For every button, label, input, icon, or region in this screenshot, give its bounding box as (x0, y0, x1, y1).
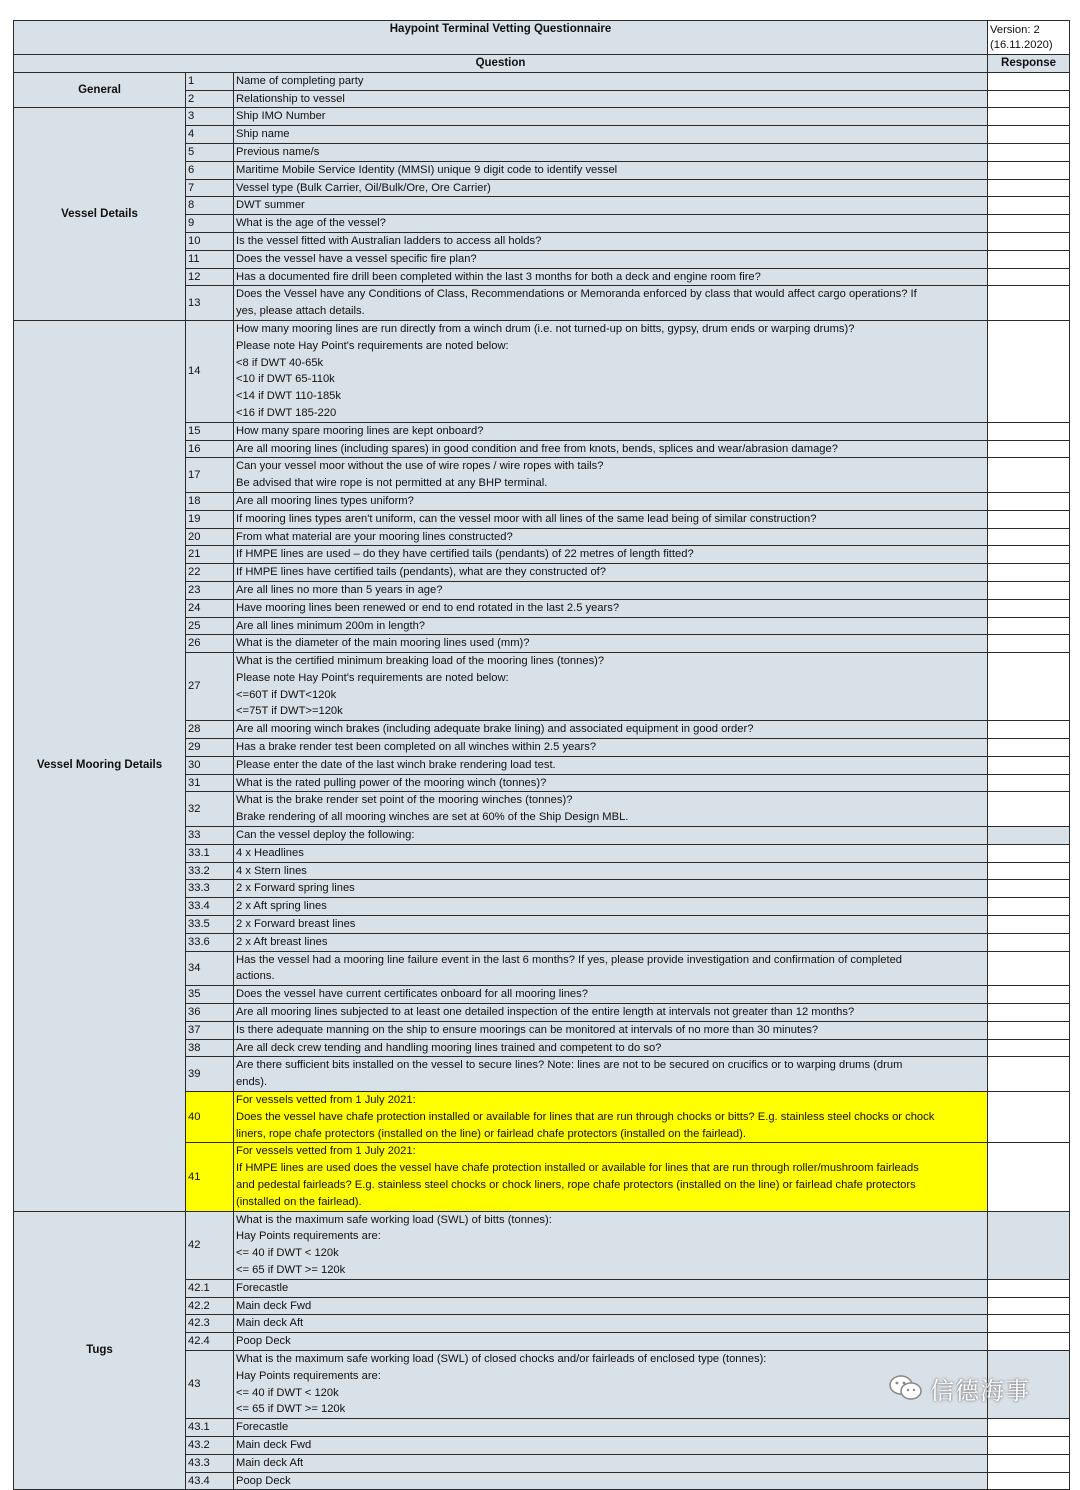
response-cell[interactable] (988, 844, 1070, 862)
question-text (234, 320, 988, 422)
question-number: 34 (186, 951, 234, 986)
question-number: 43.1 (186, 1419, 234, 1437)
question-number: 30 (186, 756, 234, 774)
watermark-text: 信德海事 (930, 1376, 1030, 1405)
response-cell[interactable] (988, 286, 1070, 321)
question-line: 4 x Stern lines (236, 864, 307, 877)
question-text (234, 546, 988, 564)
question-number: 33.2 (186, 862, 234, 880)
question-line: 2 x Aft spring lines (236, 900, 327, 913)
wechat-icon (888, 1373, 924, 1403)
question-line: (installed on the fairlead). (236, 1195, 362, 1208)
question-line: If HMPE lines are used does the vessel have chafe protection installed or available for lines that are run through roller/mushroom fairleads (236, 1162, 919, 1175)
section-label: Vessel Mooring Details (14, 320, 186, 1211)
question-text (234, 1211, 988, 1279)
response-cell[interactable] (988, 528, 1070, 546)
question-number: 36 (186, 1004, 234, 1022)
question-line: Are all mooring lines (including spares) in good condition and free from knots, bends, splices and wear/abrasion damage? (236, 442, 838, 455)
question-text (234, 1297, 988, 1315)
response-cell[interactable] (988, 215, 1070, 233)
question-line: From what material are your mooring lines constructed? (236, 530, 513, 543)
question-text (234, 739, 988, 757)
question-line: Are all lines no more than 5 years in age? (236, 583, 443, 596)
question-text (234, 880, 988, 898)
question-number: 33.5 (186, 916, 234, 934)
response-cell[interactable] (988, 916, 1070, 934)
question-line: <= 65 if DWT >= 120k (236, 1403, 346, 1416)
question-text (234, 90, 988, 108)
question-text (234, 898, 988, 916)
title-text: Haypoint Terminal Vetting Questionnaire (389, 23, 612, 35)
response-cell[interactable] (988, 546, 1070, 564)
question-text (234, 581, 988, 599)
question-number: 23 (186, 581, 234, 599)
question-column-header: Question (14, 55, 988, 73)
question-line: yes, please attach details. (236, 305, 365, 318)
question-text (234, 933, 988, 951)
question-line: Vessel type (Bulk Carrier, Oil/Bulk/Ore, Ore Carrier) (236, 181, 491, 194)
question-text (234, 774, 988, 792)
question-line: 2 x Forward breast lines (236, 918, 356, 931)
question-text (234, 126, 988, 144)
question-text (234, 1057, 988, 1092)
question-number: 15 (186, 422, 234, 440)
question-line: What is the maximum safe working load (SWL) of bitts (tonnes): (236, 1213, 552, 1226)
question-line: Have mooring lines been renewed or end to end rotated in the last 2.5 years? (236, 601, 620, 614)
question-line: Does the vessel have a vessel specific fire plan? (236, 252, 477, 265)
response-cell[interactable] (988, 774, 1070, 792)
question-line: Be advised that wire rope is not permitted at any BHP terminal. (236, 477, 548, 490)
question-number: 13 (186, 286, 234, 321)
question-text (234, 1143, 988, 1211)
response-cell[interactable] (988, 1419, 1070, 1437)
question-number: 43 (186, 1350, 234, 1418)
question-number: 5 (186, 143, 234, 161)
question-text (234, 951, 988, 986)
question-line: <14 if DWT 110-185k (236, 390, 341, 403)
question-text (234, 197, 988, 215)
response-cell[interactable] (988, 635, 1070, 653)
version-cell (988, 21, 1070, 55)
response-cell[interactable] (988, 458, 1070, 493)
question-text (234, 653, 988, 721)
question-line: Are all mooring winch brakes (including adequate brake lining) and associated equipment in good order? (236, 723, 754, 736)
question-line: What is the maximum safe working load (SWL) of closed chocks and/or fairleads of enclosed type (tonnes): (236, 1352, 767, 1365)
response-cell[interactable] (988, 1454, 1070, 1472)
question-line: If mooring lines types aren't uniform, can the vessel moor with all lines of the same lead being of similar construction? (236, 512, 817, 525)
question-line: For vessels vetted from 1 July 2021: (236, 1145, 416, 1158)
response-cell[interactable] (988, 862, 1070, 880)
question-number: 26 (186, 635, 234, 653)
question-text (234, 1333, 988, 1351)
question-line: Maritime Mobile Service Identity (MMSI) unique 9 digit code to identify vessel (236, 163, 618, 176)
response-cell[interactable] (988, 422, 1070, 440)
question-text (234, 599, 988, 617)
question-line: Can your vessel moor without the use of wire ropes / wire ropes with tails? (236, 460, 604, 473)
response-cell[interactable] (988, 933, 1070, 951)
question-number: 29 (186, 739, 234, 757)
section-label: Tugs (14, 1211, 186, 1490)
question-line: Has the vessel had a mooring line failure event in the last 6 months? If yes, please provide investigation and confirmation of completed (236, 953, 903, 966)
question-line: Poop Deck (236, 1335, 291, 1348)
question-line: Ship name (236, 128, 290, 141)
question-line: Previous name/s (236, 145, 320, 158)
question-line: actions. (236, 970, 275, 983)
question-number: 32 (186, 792, 234, 827)
question-line: Please note Hay Point's requirements are noted below: (236, 671, 509, 684)
question-line: Are all mooring lines subjected to at least one detailed inspection of the entire length at intervals not greater than 12 months? (236, 1006, 855, 1019)
question-number: 1 (186, 72, 234, 90)
question-line: How many mooring lines are run directly from a winch drum (i.e. not turned-up on bitts, gypsy, drum ends or warping drums)? (236, 322, 855, 335)
question-line: Has a documented fire drill been completed within the last 3 months for both a deck and engine room fire? (236, 270, 761, 283)
question-number: 7 (186, 179, 234, 197)
question-text (234, 1419, 988, 1437)
response-cell[interactable] (988, 492, 1070, 510)
response-cell[interactable] (988, 1315, 1070, 1333)
question-number: 19 (186, 510, 234, 528)
question-number: 37 (186, 1021, 234, 1039)
question-number: 40 (186, 1092, 234, 1143)
question-text (234, 440, 988, 458)
response-cell[interactable] (988, 739, 1070, 757)
question-text (234, 1092, 988, 1143)
question-line: <8 if DWT 40-65k (236, 356, 324, 369)
version-label: Version: 2 (990, 23, 1040, 36)
question-text (234, 827, 988, 845)
question-number: 43.3 (186, 1454, 234, 1472)
question-text (234, 250, 988, 268)
response-cell[interactable] (988, 161, 1070, 179)
question-text (234, 756, 988, 774)
response-cell[interactable] (988, 143, 1070, 161)
question-line: Are all lines minimum 200m in length? (236, 619, 426, 632)
question-line: liners, rope chafe protectors (installed on the line) or fairlead chafe protectors (installed on the fairlead). (236, 1127, 746, 1140)
question-line: 4 x Headlines (236, 846, 304, 859)
response-cell[interactable] (988, 898, 1070, 916)
question-text (234, 215, 988, 233)
questionnaire-title (14, 21, 988, 55)
question-row (14, 320, 1070, 422)
question-line: Main deck Aft (236, 1456, 304, 1469)
question-number: 20 (186, 528, 234, 546)
question-line: How many spare mooring lines are kept onboard? (236, 424, 484, 437)
response-column-header: Response (988, 55, 1070, 73)
question-line: <=75T if DWT>=120k (236, 705, 343, 718)
question-number: 43.2 (186, 1436, 234, 1454)
question-number: 41 (186, 1143, 234, 1211)
response-cell[interactable] (988, 1472, 1070, 1490)
question-number: 9 (186, 215, 234, 233)
response-cell[interactable] (988, 756, 1070, 774)
response-cell[interactable] (988, 617, 1070, 635)
response-cell[interactable] (988, 951, 1070, 986)
question-text (234, 1279, 988, 1297)
question-line: What is the brake render set point of the mooring winches (tonnes)? (236, 794, 573, 807)
question-line: Can the vessel deploy the following: (236, 829, 415, 842)
question-text (234, 422, 988, 440)
question-text (234, 179, 988, 197)
question-line: Name of completing party (236, 74, 364, 87)
response-cell[interactable] (988, 320, 1070, 422)
response-cell[interactable] (988, 1143, 1070, 1211)
question-text (234, 72, 988, 90)
question-line: <16 if DWT 185-220 (236, 406, 337, 419)
question-line: Does the vessel have chafe protection installed or available for lines that are run through chocks or bitts? E.g. stainless steel chocks or chock (236, 1110, 935, 1123)
question-line: If HMPE lines are used – do they have certified tails (pendants) of 22 metres of length fitted? (236, 548, 694, 561)
question-number: 21 (186, 546, 234, 564)
question-number: 31 (186, 774, 234, 792)
response-cell[interactable] (988, 986, 1070, 1004)
question-number: 18 (186, 492, 234, 510)
question-line: Brake rendering of all mooring winches are set at 60% of the Ship Design MBL. (236, 811, 629, 824)
response-cell[interactable] (988, 232, 1070, 250)
question-line: What is the rated pulling power of the mooring winch (tonnes)? (236, 776, 547, 789)
question-number: 8 (186, 197, 234, 215)
question-text (234, 617, 988, 635)
question-line: Please enter the date of the last winch brake rendering load test. (236, 758, 556, 771)
response-cell[interactable] (988, 1333, 1070, 1351)
question-number: 22 (186, 564, 234, 582)
response-cell[interactable] (988, 1436, 1070, 1454)
question-number: 17 (186, 458, 234, 493)
question-line: <=60T if DWT<120k (236, 688, 337, 701)
question-text (234, 492, 988, 510)
question-text (234, 986, 988, 1004)
question-number: 33 (186, 827, 234, 845)
section-label: Vessel Details (14, 108, 186, 321)
questionnaire-table (13, 20, 1070, 1490)
question-line: <= 40 if DWT < 120k (236, 1247, 339, 1260)
question-line: 2 x Aft breast lines (236, 935, 328, 948)
question-line: Main deck Fwd (236, 1438, 312, 1451)
response-cell[interactable] (988, 197, 1070, 215)
question-text (234, 286, 988, 321)
question-line: If HMPE lines have certified tails (pendants), what are they constructed of? (236, 566, 606, 579)
question-number: 33.4 (186, 898, 234, 916)
question-line: Ship IMO Number (236, 110, 326, 123)
question-text (234, 232, 988, 250)
question-text (234, 268, 988, 286)
question-number: 27 (186, 653, 234, 721)
question-number: 28 (186, 721, 234, 739)
response-cell[interactable] (988, 1021, 1070, 1039)
question-number: 35 (186, 986, 234, 1004)
question-text (234, 792, 988, 827)
question-number: 2 (186, 90, 234, 108)
question-line: <= 40 if DWT < 120k (236, 1386, 339, 1399)
response-cell[interactable] (988, 1211, 1070, 1279)
question-text (234, 458, 988, 493)
question-number: 11 (186, 250, 234, 268)
question-line: What is the diameter of the main mooring lines used (mm)? (236, 637, 530, 650)
response-cell[interactable] (988, 1279, 1070, 1297)
question-row (14, 1211, 1070, 1279)
section-label: General (14, 72, 186, 108)
question-line: Are all mooring lines types uniform? (236, 494, 414, 507)
question-line: DWT summer (236, 199, 305, 212)
question-number: 42.2 (186, 1297, 234, 1315)
question-line: Relationship to vessel (236, 92, 345, 105)
watermark (888, 1368, 1030, 1408)
question-line: Does the Vessel have any Conditions of Class, Recommendations or Memoranda enforced by class that would affect cargo operations? If (236, 288, 917, 301)
question-line: Has a brake render test been completed on all winches within 2.5 years? (236, 741, 597, 754)
question-number: 33.1 (186, 844, 234, 862)
question-line: ends). (236, 1076, 268, 1089)
response-cell[interactable] (988, 268, 1070, 286)
question-line: <= 65 if DWT >= 120k (236, 1263, 346, 1276)
response-cell[interactable] (988, 1004, 1070, 1022)
response-cell[interactable] (988, 827, 1070, 845)
question-number: 38 (186, 1039, 234, 1057)
question-row (14, 108, 1070, 126)
question-row (14, 72, 1070, 90)
question-text (234, 528, 988, 546)
question-line: What is the age of the vessel? (236, 217, 386, 230)
question-text (234, 1454, 988, 1472)
version-date: (16.11.2020) (990, 38, 1053, 51)
question-line: Are there sufficient bits installed on the vessel to secure lines? Note: lines are not to be secured on crucifics or to warping drums (drum (236, 1059, 903, 1072)
question-line: Hay Points requirements are: (236, 1369, 381, 1382)
question-text (234, 1021, 988, 1039)
question-text (234, 564, 988, 582)
question-line: 2 x Forward spring lines (236, 882, 355, 895)
question-text (234, 1039, 988, 1057)
response-cell[interactable] (988, 510, 1070, 528)
question-line: Main deck Aft (236, 1317, 304, 1330)
question-number: 24 (186, 599, 234, 617)
response-cell[interactable] (988, 72, 1070, 90)
question-text (234, 1472, 988, 1490)
question-line: Forecastle (236, 1421, 289, 1434)
question-text (234, 1315, 988, 1333)
question-text (234, 1350, 988, 1418)
question-number: 25 (186, 617, 234, 635)
response-cell[interactable] (988, 90, 1070, 108)
question-number: 12 (186, 268, 234, 286)
question-line: For vessels vetted from 1 July 2021: (236, 1094, 416, 1107)
question-number: 43.4 (186, 1472, 234, 1490)
response-cell[interactable] (988, 1297, 1070, 1315)
response-cell[interactable] (988, 250, 1070, 268)
question-line: Please note Hay Point's requirements are noted below: (236, 339, 509, 352)
question-line: Is there adequate manning on the ship to ensure moorings can be monitored at intervals of no more than 30 minutes? (236, 1023, 819, 1036)
question-number: 42.1 (186, 1279, 234, 1297)
response-cell[interactable] (988, 108, 1070, 126)
response-cell[interactable] (988, 653, 1070, 721)
question-text (234, 108, 988, 126)
question-number: 6 (186, 161, 234, 179)
question-number: 10 (186, 232, 234, 250)
question-text (234, 916, 988, 934)
response-cell[interactable] (988, 880, 1070, 898)
question-text (234, 862, 988, 880)
question-text (234, 510, 988, 528)
question-line: Poop Deck (236, 1474, 291, 1487)
question-line: Hay Points requirements are: (236, 1230, 381, 1243)
response-cell[interactable] (988, 721, 1070, 739)
question-line: Forecastle (236, 1281, 289, 1294)
question-number: 14 (186, 320, 234, 422)
question-line: What is the certified minimum breaking load of the mooring lines (tonnes)? (236, 655, 605, 668)
question-text (234, 161, 988, 179)
response-cell[interactable] (988, 1092, 1070, 1143)
question-line: and pedestal fairleads? E.g. stainless steel chocks or chock liners, rope chafe protectors (installed on the line) or fairlead chafe protectors (236, 1179, 916, 1191)
question-number: 4 (186, 126, 234, 144)
question-number: 3 (186, 108, 234, 126)
response-cell[interactable] (988, 581, 1070, 599)
response-cell[interactable] (988, 599, 1070, 617)
question-text (234, 635, 988, 653)
question-text (234, 1436, 988, 1454)
response-cell[interactable] (988, 792, 1070, 827)
question-number: 33.6 (186, 933, 234, 951)
question-number: 42.4 (186, 1333, 234, 1351)
question-text (234, 143, 988, 161)
question-number: 42.3 (186, 1315, 234, 1333)
question-line: Main deck Fwd (236, 1299, 312, 1312)
question-text (234, 844, 988, 862)
response-cell[interactable] (988, 1057, 1070, 1092)
question-number: 33.3 (186, 880, 234, 898)
question-text (234, 1004, 988, 1022)
response-cell[interactable] (988, 126, 1070, 144)
question-line: Is the vessel fitted with Australian ladders to access all holds? (236, 234, 542, 247)
question-line: Are all deck crew tending and handling mooring lines trained and competent to do so? (236, 1041, 662, 1054)
question-text (234, 721, 988, 739)
response-cell[interactable] (988, 1039, 1070, 1057)
response-cell[interactable] (988, 440, 1070, 458)
response-cell[interactable] (988, 179, 1070, 197)
question-number: 39 (186, 1057, 234, 1092)
question-line: Does the vessel have current certificates onboard for all mooring lines? (236, 988, 588, 1001)
question-number: 16 (186, 440, 234, 458)
response-cell[interactable] (988, 564, 1070, 582)
question-line: <10 if DWT 65-110k (236, 373, 335, 386)
question-number: 42 (186, 1211, 234, 1279)
